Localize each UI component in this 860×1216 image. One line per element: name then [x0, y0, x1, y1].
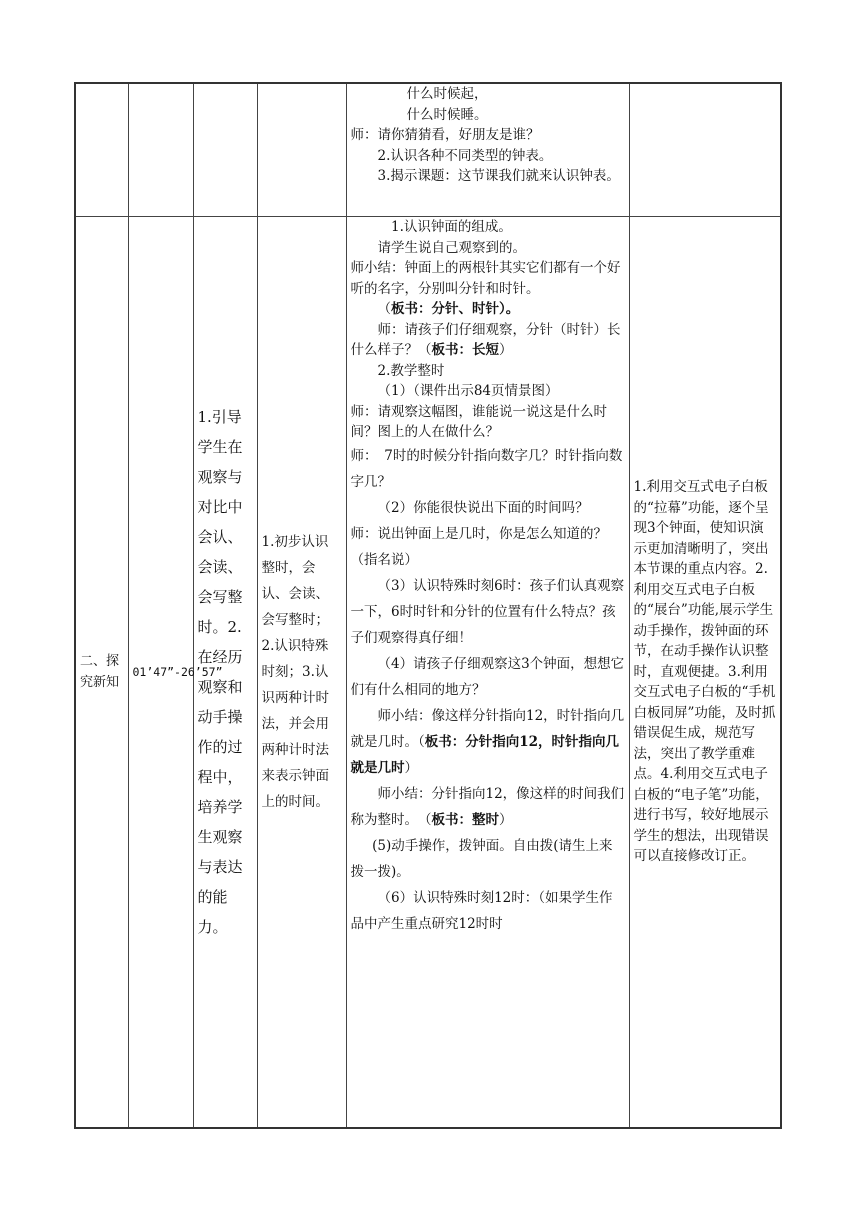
time-cell: 01’47”-26’57” [128, 217, 193, 1129]
activity-line: 师： 7时的时候分针指向数字几？时针指向数字几？ [350, 447, 623, 490]
board-note: 板书：长短 [431, 342, 499, 358]
activity-line: （2）你能很快说出下面的时间吗？ [377, 499, 589, 516]
goals-cell: 1.引导学生在观察与对比中会认、会读、会写整时。2.在经历观察和动手操作的过程中，培养学生观察与表达的能力。 [193, 217, 257, 1129]
activity-line [351, 703, 625, 781]
activity-line: （6）认识特殊时刻12时：（如果学生作品中产生重点研究12时时 [350, 889, 613, 932]
activity-line: 师：说出钟面上是几时，你是怎么知道的？（指名说） [350, 525, 607, 568]
technology-cell-empty [629, 83, 781, 217]
text-run: 师：请孩子们仔细观察，分针（时针）长什么样子？（ [350, 321, 621, 358]
activity-line: (5)动手操作，拨钟面。自由拨(请生上来拨一拨)。 [350, 837, 613, 880]
table-row-explore [75, 217, 781, 1129]
board-note: 板书：分针指向12，时针指向几就是几时 [350, 733, 620, 776]
activity-line: 3.揭示课题：这节课我们就来认识钟表。 [377, 168, 620, 184]
activity-line [351, 299, 625, 320]
technology-cell: 1.利用交互式电子白板的“拉幕”功能，逐个呈现3个钟面，使知识演示更加清晰明了，突出本节课的重点内容。2.利用交互式电子白板的“展台”功能,展示学生动手操作，拨钟面的环节，在动手操作认识整时，直观便捷。3.利用交互式电子白板的“手机白板同屏”功能，及时抓错误促生成，规范写法，突出了教学重难点。4.利用交互式电子白板的“电子笔”功能，进行书写，较好地展示学生的想法，出现错误可以直接修改订正。 [629, 217, 781, 1129]
activity-cell-intro [346, 83, 629, 217]
activity-line: 什么时候睡。 [406, 106, 488, 123]
activity-line: 1.认识钟面的组成。 [391, 219, 512, 235]
stage-cell: 二、探究新知 [75, 217, 128, 1129]
lesson-plan-table [74, 82, 782, 1129]
activity-line: （3）认识特殊时刻6时：孩子们认真观察一下，6时时针和分针的位置有什么特点？孩子们观察得真仔细！ [350, 577, 625, 646]
objectives-cell: 1.初步认识整时，会认、会读、会写整时；2.认识特殊时刻；3.认识两种计时法，并会用两种计时法来表示钟面上的时间。 [257, 217, 346, 1129]
activity-line: 师：请观察这幅图，谁能说一说这是什么时间？图上的人在做什么？ [350, 403, 607, 440]
board-note: 板书：分针、时针）。 [391, 301, 520, 317]
objectives-cell-empty [257, 83, 346, 217]
stage-cell-empty [75, 83, 128, 217]
activity-line: 2.教学整时 [377, 362, 445, 379]
activity-line: 请学生说自己观察到的。 [377, 239, 526, 256]
board-note: 板书：整时 [431, 811, 499, 828]
time-cell-empty [128, 83, 193, 217]
text-run: ） [499, 342, 513, 358]
activity-line: （4）请孩子仔细观察这3个钟面，想想它们有什么相同的地方？ [350, 655, 625, 698]
text-run: ） [499, 811, 513, 828]
activity-line [351, 320, 625, 361]
activity-line: 师小结：钟面上的两根针其实它们都有一个好听的名字，分别叫分针和时针。 [350, 260, 621, 297]
activity-line: （1）（课件出示84页情景图） [377, 383, 559, 399]
table-row-intro-continued [75, 83, 781, 217]
text-run: 师小结：分针指向12，像这样的时间我们称为整时。 （ [350, 785, 625, 828]
activity-cell-explore [346, 217, 629, 1129]
activity-line: 2.认识各种不同类型的钟表。 [377, 147, 553, 164]
goals-cell-empty [193, 83, 257, 217]
activity-line: 什么时候起， [406, 86, 488, 102]
text-run: （ [377, 301, 391, 317]
activity-line [351, 781, 625, 833]
activity-line: 师：请你猜猜看，好朋友是谁？ [350, 127, 540, 143]
text-run: ） [404, 759, 418, 776]
text-run: 师小结：像这样分针指向12，时针指向几就是几时。（ [350, 707, 625, 750]
